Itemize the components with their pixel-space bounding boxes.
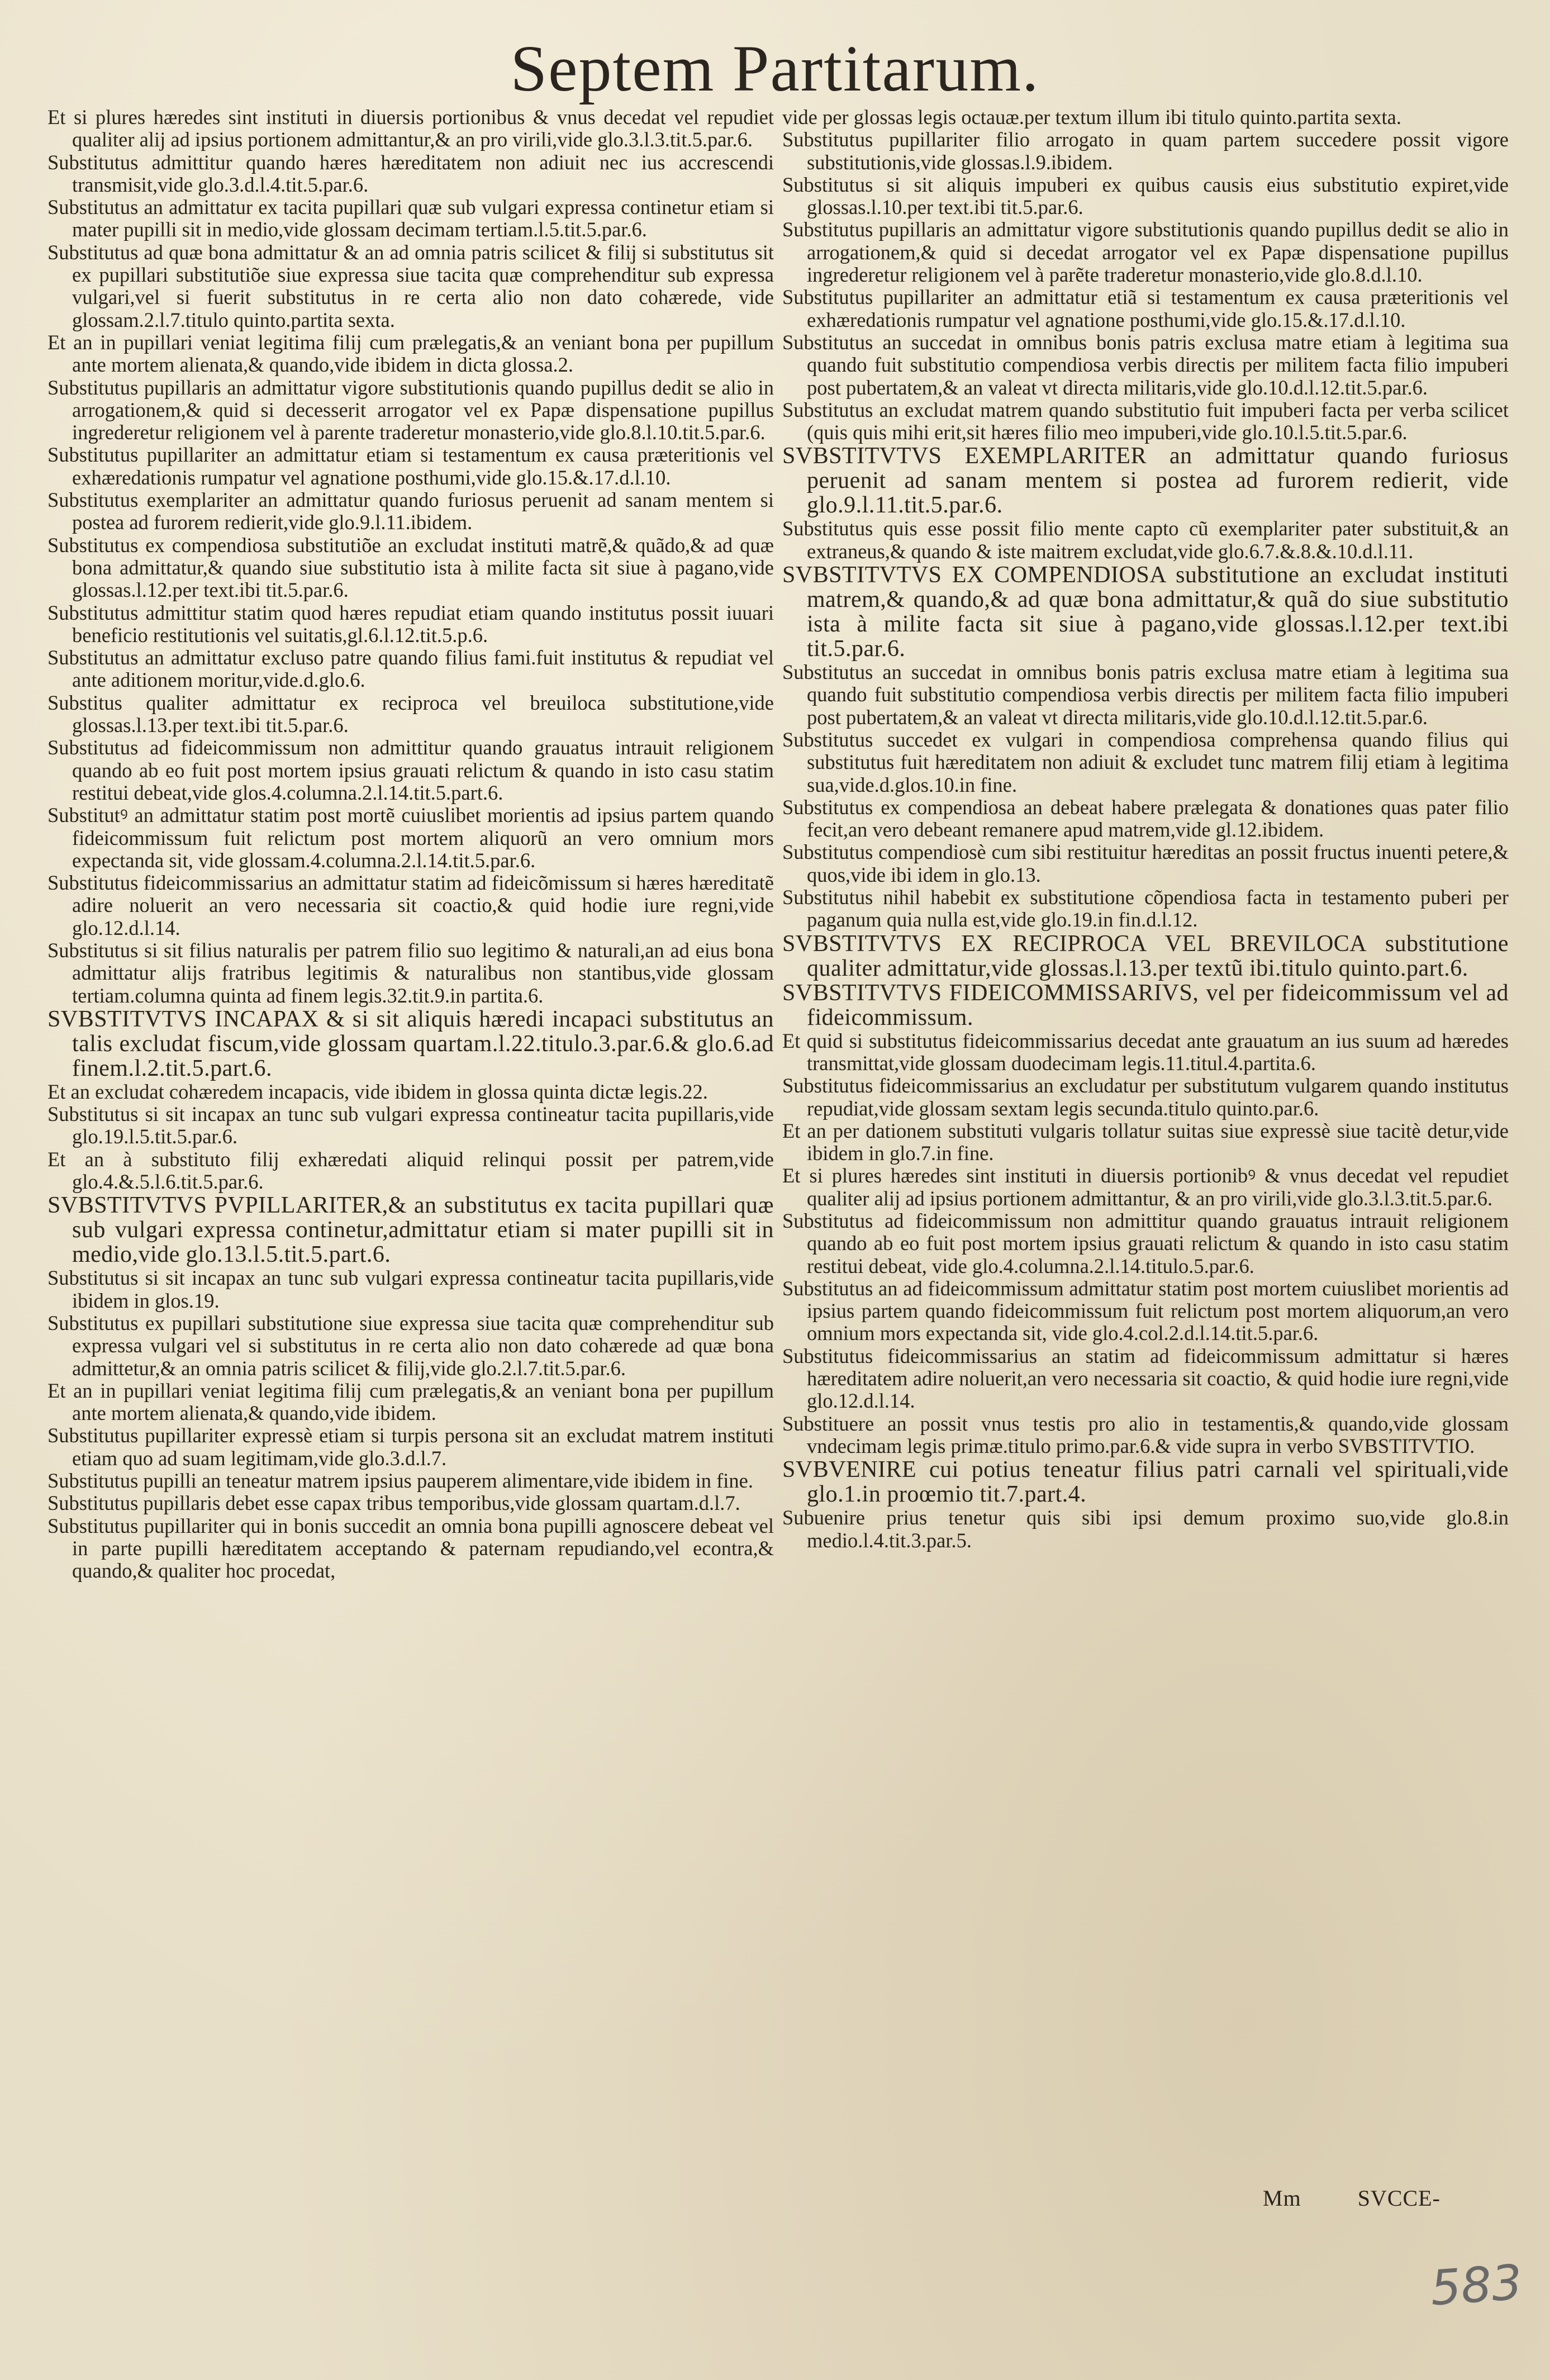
page-footer	[1263, 2185, 1491, 2211]
index-entry: Et an in pupillari veniat legitima filij cum prælegatis,& an veniant bona per pupillum ante mortem alienata,& quando,vide ibidem.	[47, 1379, 774, 1425]
signature-mark: Mm	[1263, 2186, 1301, 2211]
index-entry: SVBVENIRE cui potius teneatur filius patri carnali vel spirituali,vide glo.1.in proœmio tit.7.part.4.	[782, 1457, 1509, 1508]
index-entry: Substitutꝰ an admittatur statim post mortẽ cuiuslibet morientis ad ipsius partem quando fideicommissum fuit relictum post mortem aliquorũ an vero omnium mors expectanda sit, vide glossam.4.columna.2.l.14.tit.5.par.6.	[47, 804, 774, 872]
index-entry: Substitutus fideicommissarius an statim ad fideicommissum admittatur si hæres hæreditatem adire noluerit,an vero necessaria sit coactio, & quid hodie iure regni,vide glo.12.d.l.14.	[782, 1344, 1509, 1413]
index-entry: vide per glossas legis octauæ.per textum illum ibi titulo quinto.partita sexta.	[782, 106, 1401, 129]
index-entry: Substitutus ad quæ bona admittatur & an ad omnia patris scilicet & filij si substitutus sit ex pupillari substitutiõe siue expressa siue tacita quæ comprehenditur sub expressa vulgari,vel si fuerit substitutus in re certa alio non dato cohærede, vide glossam.2.l.7.titulo quinto.partita sexta.	[47, 240, 774, 331]
handwritten-folio-number: 583	[1428, 2254, 1524, 2317]
index-entry: Substitutus an excludat matrem quando substitutio fuit impuberi facta per verba scilicet (quis quis mihi erit,sit hæres filio meo impuberi,vide glo.10.l.5.tit.5.par.6.	[782, 398, 1509, 444]
index-entry: Substitutus ad fideicommissum non admittitur quando grauatus intrauit religionem quando ab eo fuit post mortem ipsius grauati relictum & quando in isto casu statim restitui debeat, vide glo.4.columna.2.l.14.titulo.5.par.6.	[782, 1209, 1509, 1277]
index-entry: Substitutus fideicommissarius an excludatur per substitutum vulgarem quando institutus repudiat,vide glossam sextam legis secunda.titulo quinto.par.6.	[782, 1074, 1509, 1120]
index-entry: Substitutus si sit filius naturalis per patrem filio suo legitimo & naturali,an ad eius bona admittatur alijs fratribus legitimis & naturalibus non stantibus,vide glossam tertiam.columna quinta ad finem legis.32.tit.9.in partita.6.	[47, 938, 774, 1007]
index-entry: Substitutus pupilli an teneatur matrem ipsius pauperem alimentare,vide ibidem in fine.	[47, 1469, 754, 1493]
index-entry: Substitutus an admittatur ex tacita pupillari quæ sub vulgari expressa continetur etiam si mater pupilli sit in medio,vide glossam decimam tertiam.l.5.tit.5.par.6.	[47, 196, 774, 241]
index-entry: Substitutus pupillariter an admittatur etiam si testamentum ex causa præteritionis vel exhæredationis rumpatur vel agnatione posthumi,vide glo.15.&.17.d.l.10.	[47, 443, 774, 489]
index-entry: Substitus qualiter admittatur ex reciproca vel breuiloca substitutione,vide glossas.l.13.per text.ibi tit.5.par.6.	[47, 691, 774, 737]
index-entry: Substitutus succedet ex vulgari in compendiosa comprehensa quando filius qui substitutus fuit hæreditatem non adiuit & excludet tunc matrem filij etiam à legitima sua,vide.d.glos.10.in fine.	[782, 728, 1509, 796]
index-entry: SVBSTITVTVS PVPILLARITER,& an substitutus ex tacita pupillari quæ sub vulgari expressa continetur,admittatur etiam si mater pupilli sit in medio,vide glo.13.l.5.tit.5.part.6.	[47, 1193, 774, 1268]
index-entry: Substitutus an admittatur excluso patre quando filius fami.fuit institutus & repudiat vel ante aditionem moritur,vide.d.glo.6.	[47, 646, 774, 692]
index-entry: Substitutus si sit aliquis impuberi ex quibus causis eius substitutio expiret,vide glossas.l.10.per text.ibi tit.5.par.6.	[782, 173, 1509, 219]
index-entry: Substitutus pupillariter qui in bonis succedit an omnia bona pupilli agnoscere debeat vel in parte pupilli hæreditatem acceptando & paternam repudiando,vel econtra,& quando,& qualiter hoc procedat,	[47, 1514, 774, 1583]
index-entry: Substitutus pupillariter filio arrogato in quam partem succedere possit vigore substitutionis,vide glossas.l.9.ibidem.	[782, 128, 1509, 174]
index-entry: Substitutus ex compendiosa substitutiõe an excludat instituti matrẽ,& quãdo,& ad quæ bona admittatur,& quando siue substitutio ista à milite facta sit siue à pagano,vide glossas.l.12.per text.ibi tit.5.par.6.	[47, 533, 774, 602]
index-entry: Substituere an possit vnus testis pro alio in testamentis,& quando,vide glossam vndecimam legis primæ.titulo primo.par.6.& vide supra in verbo SVBSTITVTIO.	[782, 1412, 1509, 1457]
index-entry: Substitutus pupillariter an admittatur etiã si testamentum ex causa præteritionis vel exhæredationis rumpatur vel agnatione posthumi,vide glo.15.&.17.d.l.10.	[782, 286, 1509, 331]
index-entry: Substitutus admittitur quando hæres hæreditatem non adiuit nec ius accrescendi transmisit,vide glo.3.d.l.4.tit.5.par.6.	[47, 150, 774, 196]
index-entry: Et an excludat cohæredem incapacis, vide ibidem in glossa quinta dictæ legis.22.	[47, 1080, 708, 1103]
index-entry: Substitutus quis esse possit filio mente capto cũ exemplariter pater substituit,& an extraneus,& quando & iste maitrem excludat,vide glo.6.7.&.8.&.10.d.l.11.	[782, 517, 1509, 563]
index-entry: Substitutus an ad fideicommissum admittatur statim post mortem cuiuslibet morientis ad ipsius partem quando fideicommissum fuit relictum post mortem aliquorum,an vero omnium mors expectanda sit, vide glo.4.col.2.d.l.14.tit.5.par.6.	[782, 1276, 1509, 1345]
index-entry: Substitutus ad fideicommissum non admittitur quando grauatus intrauit religionem quando ab eo fuit post mortem ipsius grauati relictum & quando in isto casu statim restitui debeat,vide glos.4.columna.2.l.14.tit.5.part.6.	[47, 736, 774, 804]
index-column-left	[47, 106, 774, 1583]
index-entry: Et quid si substitutus fideicommissarius decedat ante grauatum an ius suum ad hæredes transmittat,vide glossam duodecimam legis.11.titul.4.partita.6.	[782, 1029, 1509, 1075]
index-entry: Substitutus pupillaris debet esse capax tribus temporibus,vide glossam quartam.d.l.7.	[47, 1491, 740, 1515]
index-entry: Substitutus an succedat in omnibus bonis patris exclusa matre etiam à legitima sua quando fuit substitutio compendiosa verbis directis per militem facta filio impuberi post pubertatem,& an valeat vt directa militaris,vide glo.10.d.l.12.tit.5.par.6.	[782, 661, 1509, 729]
index-entry: Substitutus ex pupillari substitutione siue expressa siue tacita quæ comprehenditur sub expressa vulgari vel si substitutus in re certa alio non dato cohærede ad quæ bona admittetur,& an omnia patris scilicet & filij,vide glo.2.l.7.tit.5.par.6.	[47, 1311, 774, 1380]
index-entry: Substitutus ex compendiosa an debeat habere prælegata & donationes quas pater filio fecit,an vero debeant remanere apud matrem,vide gl.12.ibidem.	[782, 795, 1509, 842]
index-entry: SVBSTITVTVS FIDEICOMMISSARIVS, vel per fideicommissum vel ad fideicommissum.	[782, 980, 1509, 1030]
catchword: SVCCE-	[1357, 2186, 1440, 2211]
index-entry: Substitutus an succedat in omnibus bonis patris exclusa matre etiam à legitima sua quando fuit substitutio compendiosa verbis directis per militem facta filio impuberi post pubertatem,& an valeat vt directa militaris,vide glo.10.d.l.12.tit.5.par.6.	[782, 330, 1509, 399]
index-entry: Et an à substituto filij exhæredati aliquid relinqui possit per patrem,vide glo.4.&.5.l.6.tit.5.par.6.	[47, 1147, 774, 1194]
index-entry: Et an per dationem substituti vulgaris tollatur suitas siue expressè siue tacitè detur,vide ibidem in glo.7.in fine.	[782, 1119, 1509, 1165]
index-entry: Substitutus fideicommissarius an admittatur statim ad fideicõmissum si hæres hæreditatẽ adire noluerit an vero necessaria sit coactio,& quid hodie iure regni,vide glo.12.d.l.14.	[47, 871, 774, 939]
index-entry: SVBSTITVTVS EX RECIPROCA VEL BREVILOCA substitutione qualiter admittatur,vide glossas.l.13.per textũ ibi.titulo quinto.part.6.	[782, 930, 1509, 981]
index-entry: Substitutus pupillaris an admittatur vigore substitutionis quando pupillus dedit se alio in arrogationem,& quid si decedat arrogator vel ex Papæ dispensatione pupillus ingrederetur religionem vel à parẽte traderetur monasterio,vide glo.8.d.l.10.	[782, 218, 1509, 287]
index-entry: Subuenire prius tenetur quis sibi ipsi demum proximo suo,vide glo.8.in medio.l.4.tit.3.par.5.	[782, 1506, 1509, 1552]
index-column-right	[782, 106, 1509, 1552]
index-entry: SVBSTITVTVS EX COMPENDIOSA substitutione an excludat instituti matrem,& quando,& ad quæ bona admittatur,& quã do siue substitutio ista à milite facta sit siue à pagano,vide glossas.l.12.per text.ibi tit.5.par.6.	[782, 562, 1509, 662]
index-entry: SVBSTITVTVS EXEMPLARITER an admittatur quando furiosus peruenit ad sanam mentem si postea ad furorem redierit, vide glo.9.l.11.tit.5.par.6.	[782, 443, 1509, 519]
index-entry: Substitutus pupillaris an admittatur vigore substitutionis quando pupillus dedit se alio in arrogationem,& quid si decesserit arrogator vel ex Papæ dispensatione pupillus ingrederetur religionem vel à parente traderetur monasterio,vide glo.8.l.10.tit.5.par.6.	[47, 376, 774, 444]
index-entry: Et si plures hæredes sint instituti in diuersis portionibꝰ & vnus decedat vel repudiet qualiter alij ad ipsius portionem admittantur, & an pro virili,vide glo.3.l.3.tit.5.par.6.	[782, 1164, 1509, 1210]
index-entry: Substitutus nihil habebit ex substitutione cõpendiosa facta in testamento puberi per paganum quia nulla est,vide glo.19.in fin.d.l.12.	[782, 886, 1509, 932]
index-entry: Substitutus compendiosè cum sibi restituitur hæreditas an possit fructus inuenti petere,& quos,vide ibi idem in glo.13.	[782, 840, 1509, 886]
index-entry: Substitutus si sit incapax an tunc sub vulgari expressa contineatur tacita pupillaris,vide glo.19.l.5.tit.5.par.6.	[47, 1103, 774, 1148]
index-entry: Et si plures hæredes sint instituti in diuersis portionibus & vnus decedat vel repudiet qualiter alij ad ipsius portionem admittantur,& an pro virili,vide glo.3.l.3.tit.5.par.6.	[47, 106, 774, 151]
index-entry: SVBSTITVTVS INCAPAX & si sit aliquis hæredi incapaci substitutus an talis excludat fiscum,vide glossam quartam.l.22.titulo.3.par.6.& glo.6.ad finem.l.2.tit.5.part.6.	[47, 1006, 774, 1081]
index-entry: Substitutus si sit incapax an tunc sub vulgari expressa contineatur tacita pupillaris,vide ibidem in glos.19.	[47, 1266, 774, 1312]
index-entry: Et an in pupillari veniat legitima filij cum prælegatis,& an veniant bona per pupillum ante mortem alienata,& quando,vide ibidem in dicta glossa.2.	[47, 330, 774, 377]
index-entry: Substitutus admittitur statim quod hæres repudiat etiam quando institutus possit iuuari beneficio restitutionis vel suitatis,gl.6.l.12.tit.5.p.6.	[47, 601, 774, 647]
page-header-title: Septem Partitarum.	[510, 32, 1040, 105]
index-entry: Substitutus exemplariter an admittatur quando furiosus peruenit ad sanam mentem si postea ad furorem redierit,vide glo.9.l.11.ibidem.	[47, 488, 774, 534]
index-entry: Substitutus pupillariter expressè etiam si turpis persona sit an excludat matrem instituti etiam quo ad suam legitimam,vide glo.3.d.l.7.	[47, 1424, 774, 1470]
